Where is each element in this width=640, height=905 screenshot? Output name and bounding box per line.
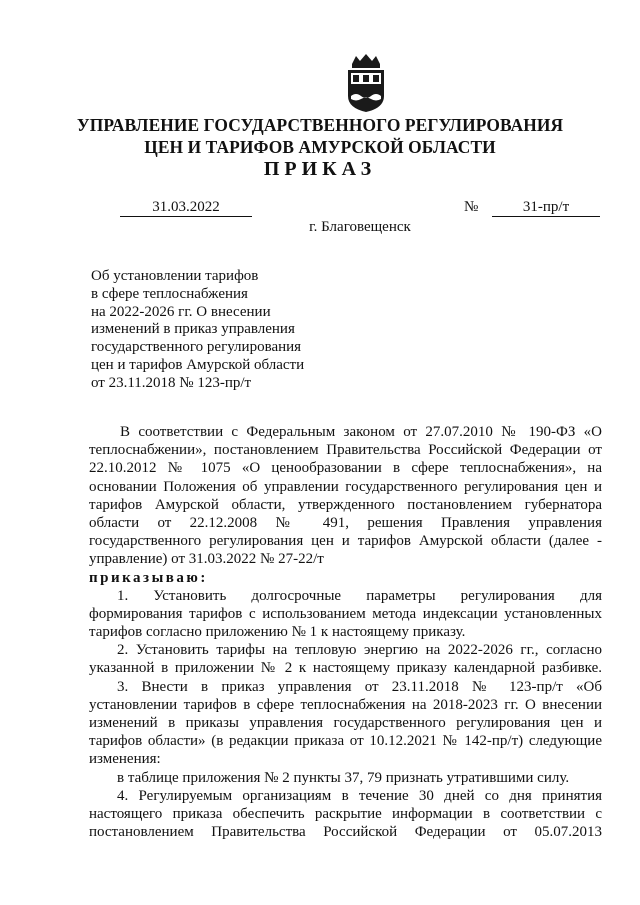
body-line: указанной в приложении № 2 к настоящему приказу календарной разбивке. bbox=[89, 660, 602, 677]
body-line: 1. Установить долгосрочные параметры регулирования для bbox=[117, 587, 602, 604]
org-line-2: ЦЕН И ТАРИФОВ АМУРСКОЙ ОБЛАСТИ bbox=[144, 137, 496, 157]
subject-line: в сфере теплоснабжения bbox=[91, 285, 248, 302]
body-line: изменений в приказы управления государственного регулирования цен и bbox=[89, 715, 602, 731]
subject-line: на 2022-2026 гг. О внесении bbox=[91, 303, 271, 320]
body-line: тарифов Амурской области, утвержденного постановлением губернатора bbox=[89, 496, 602, 513]
body-line: установлении тарифов в сфере теплоснабжения на 2018-2023 гг. О внесении bbox=[89, 696, 602, 713]
document-date: 31.03.2022 bbox=[120, 199, 252, 217]
body-line: 3. Внести в приказ управления от 23.11.2018 № 123-пр/т «Об bbox=[117, 678, 602, 695]
document-type-title: ПРИКАЗ bbox=[263, 158, 377, 180]
body-line: тарифов области» (в редакции приказа от 10.12.2021 № 142-пр/т) следующие bbox=[89, 733, 602, 750]
number-sign: № bbox=[464, 199, 479, 215]
body-line: теплоснабжении», постановлением Правительства Российской Федерации от bbox=[89, 442, 602, 459]
document-city: г. Благовещенск bbox=[309, 219, 411, 235]
org-line-1: УПРАВЛЕНИЕ ГОСУДАРСТВЕННОГО РЕГУЛИРОВАНИЯ bbox=[76, 115, 564, 135]
body-line: управление) от 31.03.2022 № 27-22/т bbox=[89, 551, 324, 568]
body-line: 22.10.2012 № 1075 «О ценообразовании в сфере теплоснабжения», на bbox=[89, 460, 602, 477]
order-subject bbox=[91, 268, 304, 393]
subject-line: изменений в приказ управления bbox=[91, 321, 295, 338]
body-line: изменения: bbox=[89, 751, 161, 768]
subject-line: Об установлении тарифов bbox=[91, 268, 259, 284]
body-line: постановлением Правительства Российской Федерации от 05.07.2013 bbox=[89, 824, 602, 841]
subject-line: цен и тарифов Амурской области bbox=[91, 356, 305, 373]
body-line: тарифов согласно приложению № 1 к настоящему приказу. bbox=[89, 624, 466, 641]
subject-line: государственного регулирования bbox=[91, 339, 302, 356]
body-line: области от 22.12.2008 № 491, решения Правления управления bbox=[89, 514, 602, 531]
body-line: В соответствии с Федеральным законом от 27.07.2010 № 190-ФЗ «О bbox=[120, 424, 602, 440]
organization-name bbox=[0, 114, 640, 158]
document-number: 31-пр/т bbox=[492, 199, 600, 217]
subject-line: от 23.11.2018 № 123-пр/т bbox=[91, 374, 252, 391]
order-verb: приказываю: bbox=[89, 569, 208, 586]
body-line: в таблице приложения № 2 пункты 37, 79 признать утратившими силу. bbox=[117, 769, 570, 786]
body-line: 2. Установить тарифы на тепловую энергию на 2022-2026 гг., согласно bbox=[117, 642, 602, 659]
body-line: 4. Регулируемым организациям в течение 30 дней со дня принятия bbox=[117, 787, 602, 804]
order-body bbox=[89, 423, 602, 841]
body-line: государственного регулирования цен и тарифов Амурской области (далее - bbox=[89, 533, 602, 550]
coat-of-arms-icon bbox=[342, 52, 390, 114]
body-line: основании Положения об управлении государственного регулирования цен и bbox=[89, 478, 602, 495]
body-line: формирования тарифов с использованием метода индексации установленных bbox=[89, 605, 602, 622]
body-line: настоящего приказа обеспечить раскрытие информации в соответствии с bbox=[89, 805, 602, 822]
